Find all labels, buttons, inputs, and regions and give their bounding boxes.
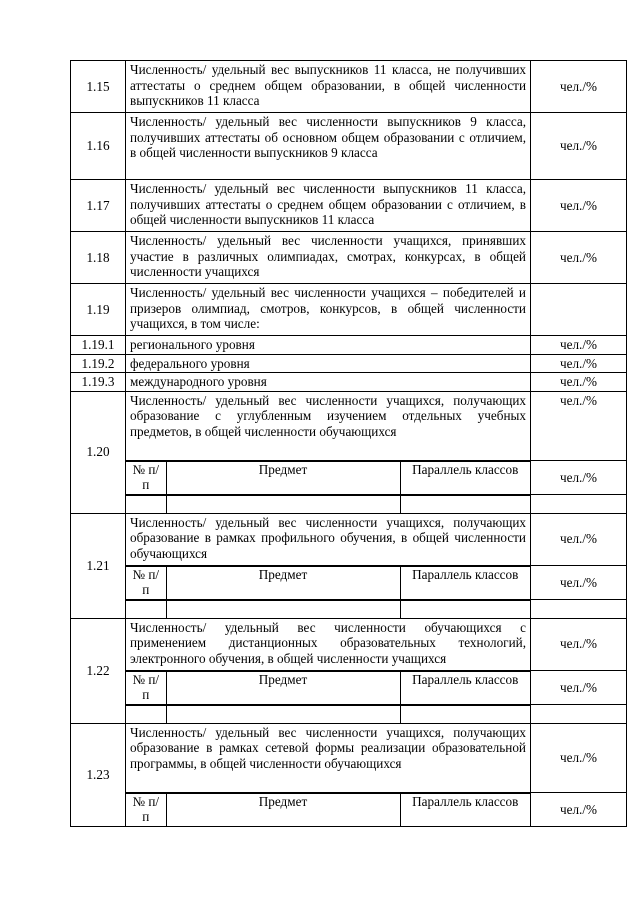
subtable-header-row xyxy=(71,792,627,827)
row-number: 1.19.3 xyxy=(71,373,126,392)
row-description: Численность/ удельный вес численности выпускников 9 класса, получивших аттестаты об основном общем образовании с отличием, в общей численности выпускников 9 класса xyxy=(126,113,531,180)
empty-cell[interactable] xyxy=(126,496,166,513)
table-row xyxy=(71,618,627,670)
col-parallel-header: Параллель классов xyxy=(400,671,530,704)
row-unit: чел./% xyxy=(531,373,627,392)
empty-cell[interactable] xyxy=(400,706,530,723)
col-parallel-header: Параллель классов xyxy=(400,566,530,599)
empty-cell[interactable] xyxy=(166,601,400,618)
table-row xyxy=(71,513,627,565)
row-number: 1.19.2 xyxy=(71,354,126,373)
row-description: Численность/ удельный вес численности учащихся, получающих образование с углубленным изучением отдельных учебных предметов, в общей численности обучающихся xyxy=(126,391,531,460)
table-row xyxy=(71,113,627,180)
table-row xyxy=(71,723,627,792)
row-unit: чел./% xyxy=(531,513,627,565)
row-description: Численность/ удельный вес численности учащихся, получающих образование в рамках профильного обучения, в общей численности обучающихся xyxy=(126,513,531,565)
subject-subtable xyxy=(126,566,530,600)
col-subject-header: Предмет xyxy=(166,461,400,494)
row-number: 1.21 xyxy=(71,513,126,618)
row-number: 1.22 xyxy=(71,618,126,723)
subtable-header-row xyxy=(71,670,627,705)
subtable-header-row xyxy=(71,565,627,600)
indicator-table xyxy=(70,60,626,827)
table-row xyxy=(71,354,627,373)
col-subject-header: Предмет xyxy=(166,793,400,826)
col-num-header: № п/п xyxy=(126,671,166,704)
row-description: Численность/ удельный вес выпускников 11 класса, не получивших аттестаты о среднем общем образовании, в общей численности выпускников 11 класса xyxy=(126,61,531,113)
subtable-empty-row xyxy=(71,600,627,619)
col-num-header: № п/п xyxy=(126,461,166,494)
table-row xyxy=(71,391,627,460)
row-unit: чел./% xyxy=(531,232,627,284)
table-row xyxy=(71,373,627,392)
empty-cell[interactable] xyxy=(126,706,166,723)
col-num-header: № п/п xyxy=(126,793,166,826)
subtable-header-row xyxy=(71,460,627,495)
table-row xyxy=(71,232,627,284)
row-unit: чел./% xyxy=(531,391,627,460)
col-subject-header: Предмет xyxy=(166,671,400,704)
row-description: федерального уровня xyxy=(126,354,531,373)
row-number: 1.23 xyxy=(71,723,126,827)
row-unit: чел./% xyxy=(531,618,627,670)
row-unit: чел./% xyxy=(531,460,627,495)
empty-cell[interactable] xyxy=(166,496,400,513)
row-number: 1.20 xyxy=(71,391,126,513)
col-parallel-header: Параллель классов xyxy=(400,793,530,826)
subtable-empty-row xyxy=(71,495,627,514)
col-subject-header: Предмет xyxy=(166,566,400,599)
empty-cell[interactable] xyxy=(400,496,530,513)
table-row xyxy=(71,336,627,355)
col-parallel-header: Параллель классов xyxy=(400,461,530,494)
table-row xyxy=(71,284,627,336)
main-table xyxy=(70,60,627,827)
empty-cell[interactable] xyxy=(126,601,166,618)
subject-subtable xyxy=(126,461,530,495)
empty-cell[interactable] xyxy=(400,601,530,618)
row-description: Численность/ удельный вес численности выпускников 11 класса, получивших аттестаты о среднем общем образовании с отличием, в общей численности выпускников 11 класса xyxy=(126,180,531,232)
row-description: Численность/ удельный вес численности обучающихся с применением дистанционных образовательных технологий, электронного обучения, в общей численности учащихся xyxy=(126,618,531,670)
row-number: 1.15 xyxy=(71,61,126,113)
subject-subtable xyxy=(126,671,530,705)
row-description: Численность/ удельный вес численности учащихся, принявших участие в различных олимпиадах, смотрах, конкурсах, в общей численности учащихся xyxy=(126,232,531,284)
row-unit: чел./% xyxy=(531,336,627,355)
row-description: Численность/ удельный вес численности учащихся – победителей и призеров олимпиад, смотров, конкурсов, в общей численности учащихся, в том числе: xyxy=(126,284,531,336)
row-unit: чел./% xyxy=(531,354,627,373)
row-number: 1.16 xyxy=(71,113,126,180)
subtable-empty-row xyxy=(71,705,627,724)
row-number: 1.19.1 xyxy=(71,336,126,355)
row-unit: чел./% xyxy=(531,61,627,113)
row-unit: чел./% xyxy=(531,792,627,827)
row-number: 1.17 xyxy=(71,180,126,232)
table-row xyxy=(71,180,627,232)
row-unit xyxy=(531,284,627,336)
row-description: международного уровня xyxy=(126,373,531,392)
row-description: регионального уровня xyxy=(126,336,531,355)
table-row xyxy=(71,61,627,113)
row-description: Численность/ удельный вес численности учащихся, получающих образование в рамках сетевой формы реализации образовательной программы, в общей численности обучающихся xyxy=(126,723,531,792)
col-num-header: № п/п xyxy=(126,566,166,599)
row-number: 1.19 xyxy=(71,284,126,336)
row-unit: чел./% xyxy=(531,670,627,705)
row-number: 1.18 xyxy=(71,232,126,284)
empty-cell[interactable] xyxy=(166,706,400,723)
row-unit: чел./% xyxy=(531,113,627,180)
row-unit: чел./% xyxy=(531,565,627,600)
subject-subtable xyxy=(126,793,530,827)
row-unit: чел./% xyxy=(531,180,627,232)
row-unit: чел./% xyxy=(531,723,627,792)
